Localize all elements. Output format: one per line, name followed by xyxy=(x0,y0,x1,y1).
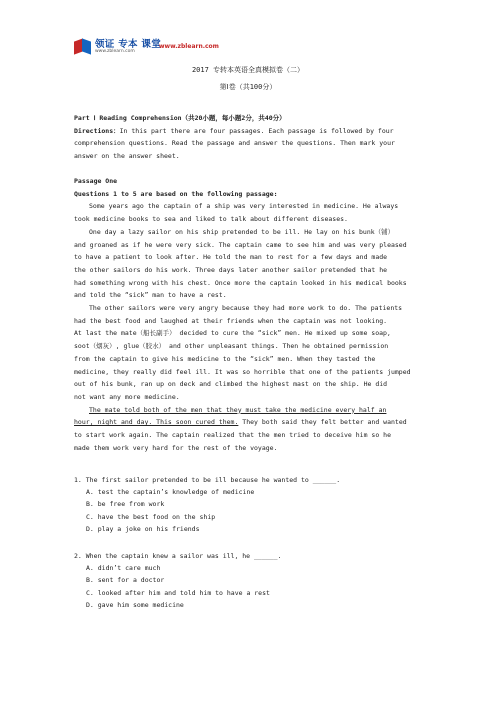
question-stem: 2. When the captain knew a sailor was ill, he ______. xyxy=(74,552,282,560)
logo xyxy=(74,38,161,56)
passage-line: One day a lazy sailor on his ship pretended to be ill. He lay on his bunk（铺） xyxy=(89,227,395,236)
passage-line: to have a patient to look after. He told the man to rest for a few days and made xyxy=(74,253,388,262)
passage-line: soot（烟灰）, glue（胶水） and other unpleasant things. Then he obtained permission xyxy=(74,342,389,351)
answer-option[interactable]: C. looked after him and told him to have a rest xyxy=(86,588,270,597)
passage-line: took medicine books to sea and liked to talk about different diseases. xyxy=(74,215,348,224)
logo-subtitle: www.zblearn.com xyxy=(95,49,135,54)
passage-line: to start work again. The captain realized that the men tried to deceive him so he xyxy=(74,431,391,440)
answer-option[interactable]: B. be free from work xyxy=(86,500,165,509)
passage-line: not want any more medicine. xyxy=(74,392,180,401)
answer-option[interactable]: A. test the captain’s knowledge of medicine xyxy=(86,488,255,497)
passage-line: They both said they felt better and wanted xyxy=(238,418,407,427)
logo-mark-icon xyxy=(74,38,92,56)
directions-text: answer on the answer sheet. xyxy=(74,152,180,161)
site-url: www.zblearn.com xyxy=(159,43,219,50)
passage-line: the other sailors do his work. Three days later another sailor pretended that he xyxy=(74,265,388,274)
part-heading: Part Ⅰ Reading Comprehension（共20小题，每小题2分，共40分） xyxy=(74,114,286,122)
passage-line-underlined: The mate told both of the men that they must take the medicine every half an xyxy=(89,405,387,414)
passage-one xyxy=(74,175,424,454)
answer-option[interactable]: C. have the best food on the ship xyxy=(86,512,216,521)
answer-option[interactable]: D. play a joke on his friends xyxy=(86,524,200,533)
directions-text: comprehension questions. Read the passage and answer the questions. Then mark your xyxy=(74,139,395,148)
passage-line: Some years ago the captain of a ship was very interested in medicine. He always xyxy=(89,202,399,211)
part-section xyxy=(74,112,424,163)
directions-label: Directions： xyxy=(74,126,120,135)
passage-line: had something wrong with his chest. Once more the captain looked in his medical books xyxy=(74,278,407,287)
passage-line: had the best food and laughed at their friends when the captain was not looking. xyxy=(74,316,388,325)
passage-title: Passage One xyxy=(74,177,118,185)
passage-line: from the captain to give his medicine to the “sick” men. When they tasted the xyxy=(74,354,376,363)
document-title: 2017 专转本英语全真模拟卷（二） xyxy=(191,66,305,74)
answer-option[interactable]: B. sent for a doctor xyxy=(86,576,165,585)
passage-line: medicine, they really did feel ill. It was so horrible that one of the patients jumped xyxy=(74,367,411,376)
passage-line: and told the “sick” man to have a rest. xyxy=(74,291,227,300)
question-2 xyxy=(74,550,424,611)
passage-line: and groaned as if he were very sick. The captain came to see him and was very pleased xyxy=(74,240,407,249)
volume-label: 第Ⅰ卷（共100分） xyxy=(219,83,277,91)
passage-line: The other sailors were very angry because they had more work to do. The patients xyxy=(89,304,403,313)
passage-line: out of his bunk, ran up on deck and climbed the highest mast on the ship. He did xyxy=(74,380,388,389)
passage-line-underlined: hour, night and day. This soon cured them. xyxy=(74,418,239,427)
question-stem: 1. The first sailor pretended to be ill because he wanted to ______. xyxy=(74,476,341,484)
directions-text: In this part there are four passages. Each passage is followed by four xyxy=(119,126,394,135)
logo-name: 领证 专本 课堂 xyxy=(95,38,162,50)
passage-instruction: Questions 1 to 5 are based on the following passage: xyxy=(74,189,278,198)
answer-option[interactable]: D. gave him some medicine xyxy=(86,600,184,609)
question-1 xyxy=(74,474,424,535)
passage-line: At last the mate（船长副手） decided to cure the “sick” men. He mixed up some soap, xyxy=(74,329,391,338)
passage-line: made them work very hard for the rest of the voyage. xyxy=(74,443,278,452)
answer-option[interactable]: A. didn’t care much xyxy=(86,564,161,573)
